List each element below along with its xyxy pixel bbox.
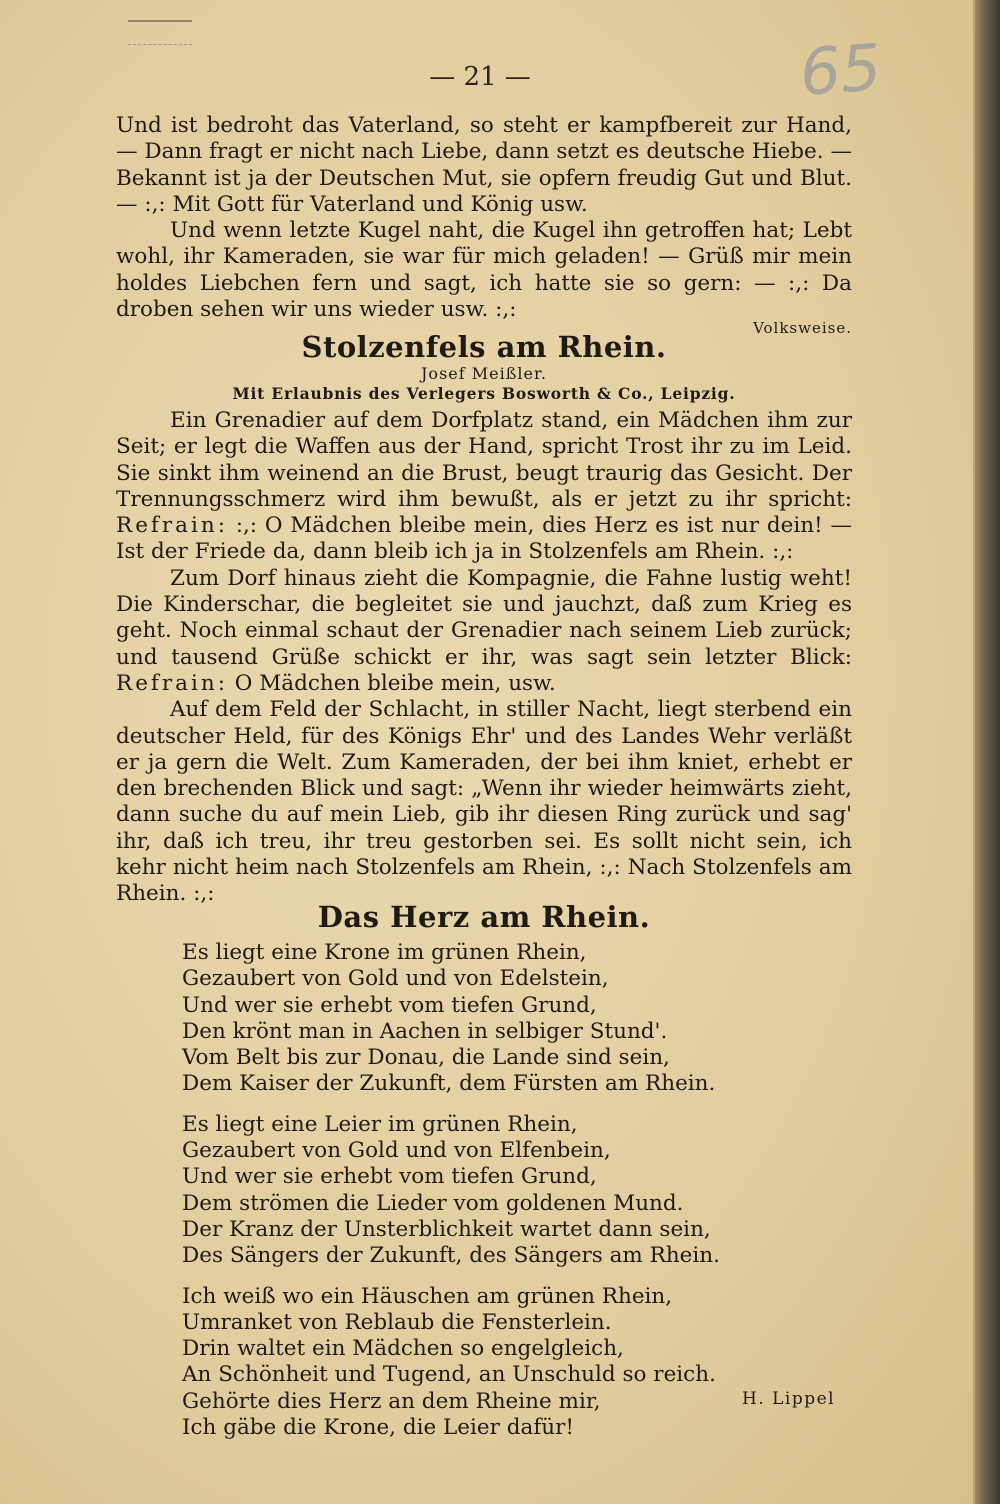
stanza [182, 940, 832, 1098]
verse-line: Es liegt eine Leier im grünen Rhein, [182, 1111, 578, 1137]
verse-line: Gezaubert von Gold und von Edelstein, [182, 966, 609, 992]
verse-line: Vom Belt bis zur Donau, die Lande sind sein, [182, 1045, 670, 1071]
paragraph: Und ist bedroht das Vaterland, so steht er kampfbereit zur Hand, — Dann fragt er nicht nach Liebe, dann setzt es deutsche Hiebe. — Bekannt ist ja der Deutschen Mut, sie opfern freudig Gut und Blut. — :,: Mit Gott für Vaterland und König usw. [116, 113, 852, 217]
paragraph: Auf dem Feld der Schlacht, in stiller Nacht, liegt sterbend ein deutscher Held, für des Königs Ehr' und des Landes Wehr verläßt er ja gern die Welt. Zum Kameraden, der bei ihm kniet, erhebt er den brechenden Blick und sagt: „Wenn ihr wieder heimwärts zieht, dann suche du auf mein Lieb, gib ihr diesen Ring zurück und sag' ihr, daß ich treu, ihr treu gestorben sei. Es sollt nicht sein, ich kehr nicht heim nach Stolzenfels am Rhein, :,: Nach Stolzenfels am Rhein. :,: [116, 697, 852, 907]
refrain-label: Refrain: [116, 670, 228, 696]
paragraph: Ein Grenadier auf dem Dorfplatz stand, ein Mädchen ihm zur Seit; er legt die Waffen aus der Hand, spricht Trost ihr zu im Leid. Sie sinkt ihm weinend an die Brust, beugt traurig das Gesicht. Der Trennungsschmerz wird ihm bewußt, als er jetzt zu ihr spricht: Refrain: :,: O Mädchen bleibe mein, dies Herz es ist nur dein! — Ist der Friede da, dann bleib ich ja in Stolzenfels am Rhein. :,: [116, 408, 852, 565]
poet-name: H. Lippel [742, 1389, 836, 1409]
verse-line: Dem Kaiser der Zukunft, dem Fürsten am Rhein. [182, 1071, 716, 1097]
song3-verses [182, 940, 832, 1455]
verse-line: Ich gäbe die Krone, die Leier dafür! [182, 1415, 575, 1441]
song-title: Stolzenfels am Rhein. [301, 330, 667, 364]
author: Josef Meißler. [421, 364, 547, 383]
book-edge [975, 0, 1000, 1504]
verse-line: Ich weiß wo ein Häuschen am grünen Rhein, [182, 1283, 673, 1309]
verse-line: Gehörte dies Herz an dem Rheine mir, [182, 1388, 601, 1414]
stanza [182, 1284, 832, 1442]
refrain-label: Refrain: [116, 513, 228, 539]
pencil-page-number: 65 [797, 31, 884, 111]
verse-line: Umranket von Reblaub die Fensterlein. [182, 1309, 612, 1335]
verse-line: Der Kranz der Unsterblichkeit wartet dann sein, [182, 1216, 711, 1242]
verse-line: Den krönt man in Aachen in selbiger Stund'. [182, 1018, 668, 1044]
permission-note: Mit Erlaubnis des Verlegers Bosworth & Co., Leipzig. [232, 384, 736, 403]
verse-line: An Schönheit und Tugend, an Unschuld so reich. [182, 1362, 716, 1388]
paragraph: Und wenn letzte Kugel naht, die Kugel ihn getroffen hat; Lebt wohl, ihr Kameraden, sie war für mich geladen! — Grüß mir mein holdes Liebchen fern und sagt, ich hatte sie so gern: — :,: Da droben sehen wir uns wieder usw. :,: [116, 218, 852, 323]
verse-line: Drin waltet ein Mädchen so engelgleich, [182, 1336, 624, 1362]
verse-line: Und wer sie erhebt vom tiefen Grund, [182, 992, 597, 1018]
page-number: — 21 — [429, 62, 531, 92]
stanza [182, 1112, 832, 1270]
song2 [116, 330, 852, 908]
paragraph: Zum Dorf hinaus zieht die Kompagnie, die Fahne lustig weht! Die Kinderschar, die begleitet sie und jauchzt, daß zum Krieg es geht. Noch einmal schaut der Grenadier nach seinem Lieb zurück; und tausend Grüße schickt er ihr, was sagt sein letzter Blick: Refrain: O Mädchen bleibe mein, usw. [116, 565, 852, 696]
verse-line: Und wer sie erhebt vom tiefen Grund, [182, 1164, 597, 1190]
verse-line: Des Sängers der Zukunft, des Sängers am Rhein. [182, 1243, 720, 1269]
verse-line: Es liegt eine Krone im grünen Rhein, [182, 940, 587, 965]
attribution: Volksweise. [753, 319, 852, 338]
song-title: Das Herz am Rhein. [317, 900, 651, 934]
song1-ending [116, 113, 852, 337]
verse-line: Gezaubert von Gold und von Elfenbein, [182, 1138, 611, 1164]
library-stamp [128, 20, 192, 45]
verse-line: Dem strömen die Lieder vom goldenen Mund. [182, 1190, 684, 1216]
